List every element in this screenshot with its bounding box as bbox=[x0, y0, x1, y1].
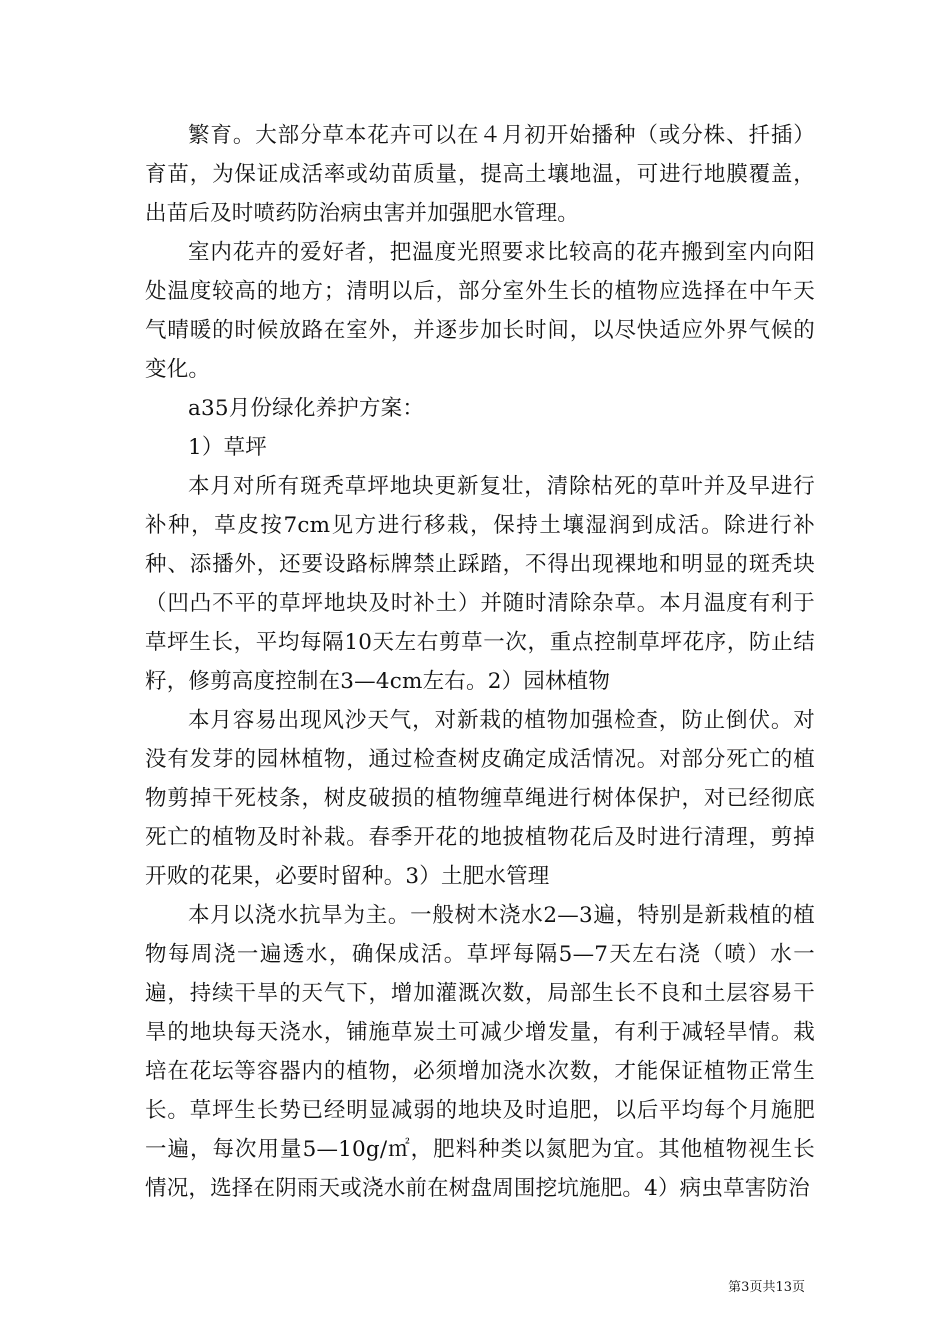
paragraph-indoor-flowers: 室内花卉的爱好者，把温度光照要求比较高的花卉搬到室内向阳处温度较高的地方；清明以后，部分室外生长的植物应选择在中午天气晴暖的时候放路在室外，并逐步加长时间，以尽快适应外界气候的变化。 bbox=[145, 240, 815, 382]
paragraph-garden-plants: 本月容易出现风沙天气，对新栽的植物加强检查，防止倒伏。对没有发芽的园林植物，通过检查树皮确定成活情况。对部分死亡的植物剪掉干死枝条，树皮破损的植物缠草绳进行树体保护，对已经彻底死亡的植物及时补栽。春季开花的地披植物花后及时进行清理，剪掉开败的花果，必要时留种。3）土肥水管理 bbox=[145, 708, 815, 889]
paragraph-soil-water: 本月以浇水抗旱为主。一般树木浇水2—3遍，特别是新栽植的植物每周浇一遍透水，确保成活。草坪每隔5—7天左右浇（喷）水一遍，持续干旱的天气下，增加灌溉次数，局部生长不良和土层容易干旱的地块每天浇水，铺施草炭土可减少增发量，有利于减轻旱情。栽培在花坛等容器内的植物，必须增加浇水次数，才能保证植物正常生长。草坪生长势已经明显减弱的地块及时追肥，以后平均每个月施肥一遍，每次用量5—10g/㎡，肥料种类以氮肥为宜。其他植物视生长情况，选择在阴雨天或浇水前在树盘周围挖坑施肥。4）病虫草害防治 bbox=[145, 903, 815, 1201]
document-body bbox=[145, 116, 815, 1208]
page-number: 第3页共13页 bbox=[728, 1280, 805, 1295]
paragraph-breeding: 繁育。大部分草本花卉可以在４月初开始播种（或分株、扦插）育苗，为保证成活率或幼苗质量，提高土壤地温，可进行地膜覆盖，出苗后及时喷药防治病虫害并加强肥水管理。 bbox=[145, 123, 815, 226]
section-heading-lawn: 1）草坪 bbox=[188, 435, 267, 460]
section-heading-plan: a35月份绿化养护方案： bbox=[188, 396, 425, 421]
paragraph-lawn: 本月对所有斑秃草坪地块更新复壮，清除枯死的草叶并及早进行补种，草皮按7cm见方进行移栽，保持土壤湿润到成活。除进行补种、添播外，还要设路标牌禁止踩踏，不得出现裸地和明显的斑秃块（凹凸不平的草坪地块及时补土）并随时清除杂草。本月温度有利于草坪生长，平均每隔10天左右剪草一次，重点控制草坪花序，防止结籽，修剪高度控制在3—4cm左右。2）园林植物 bbox=[145, 474, 815, 694]
